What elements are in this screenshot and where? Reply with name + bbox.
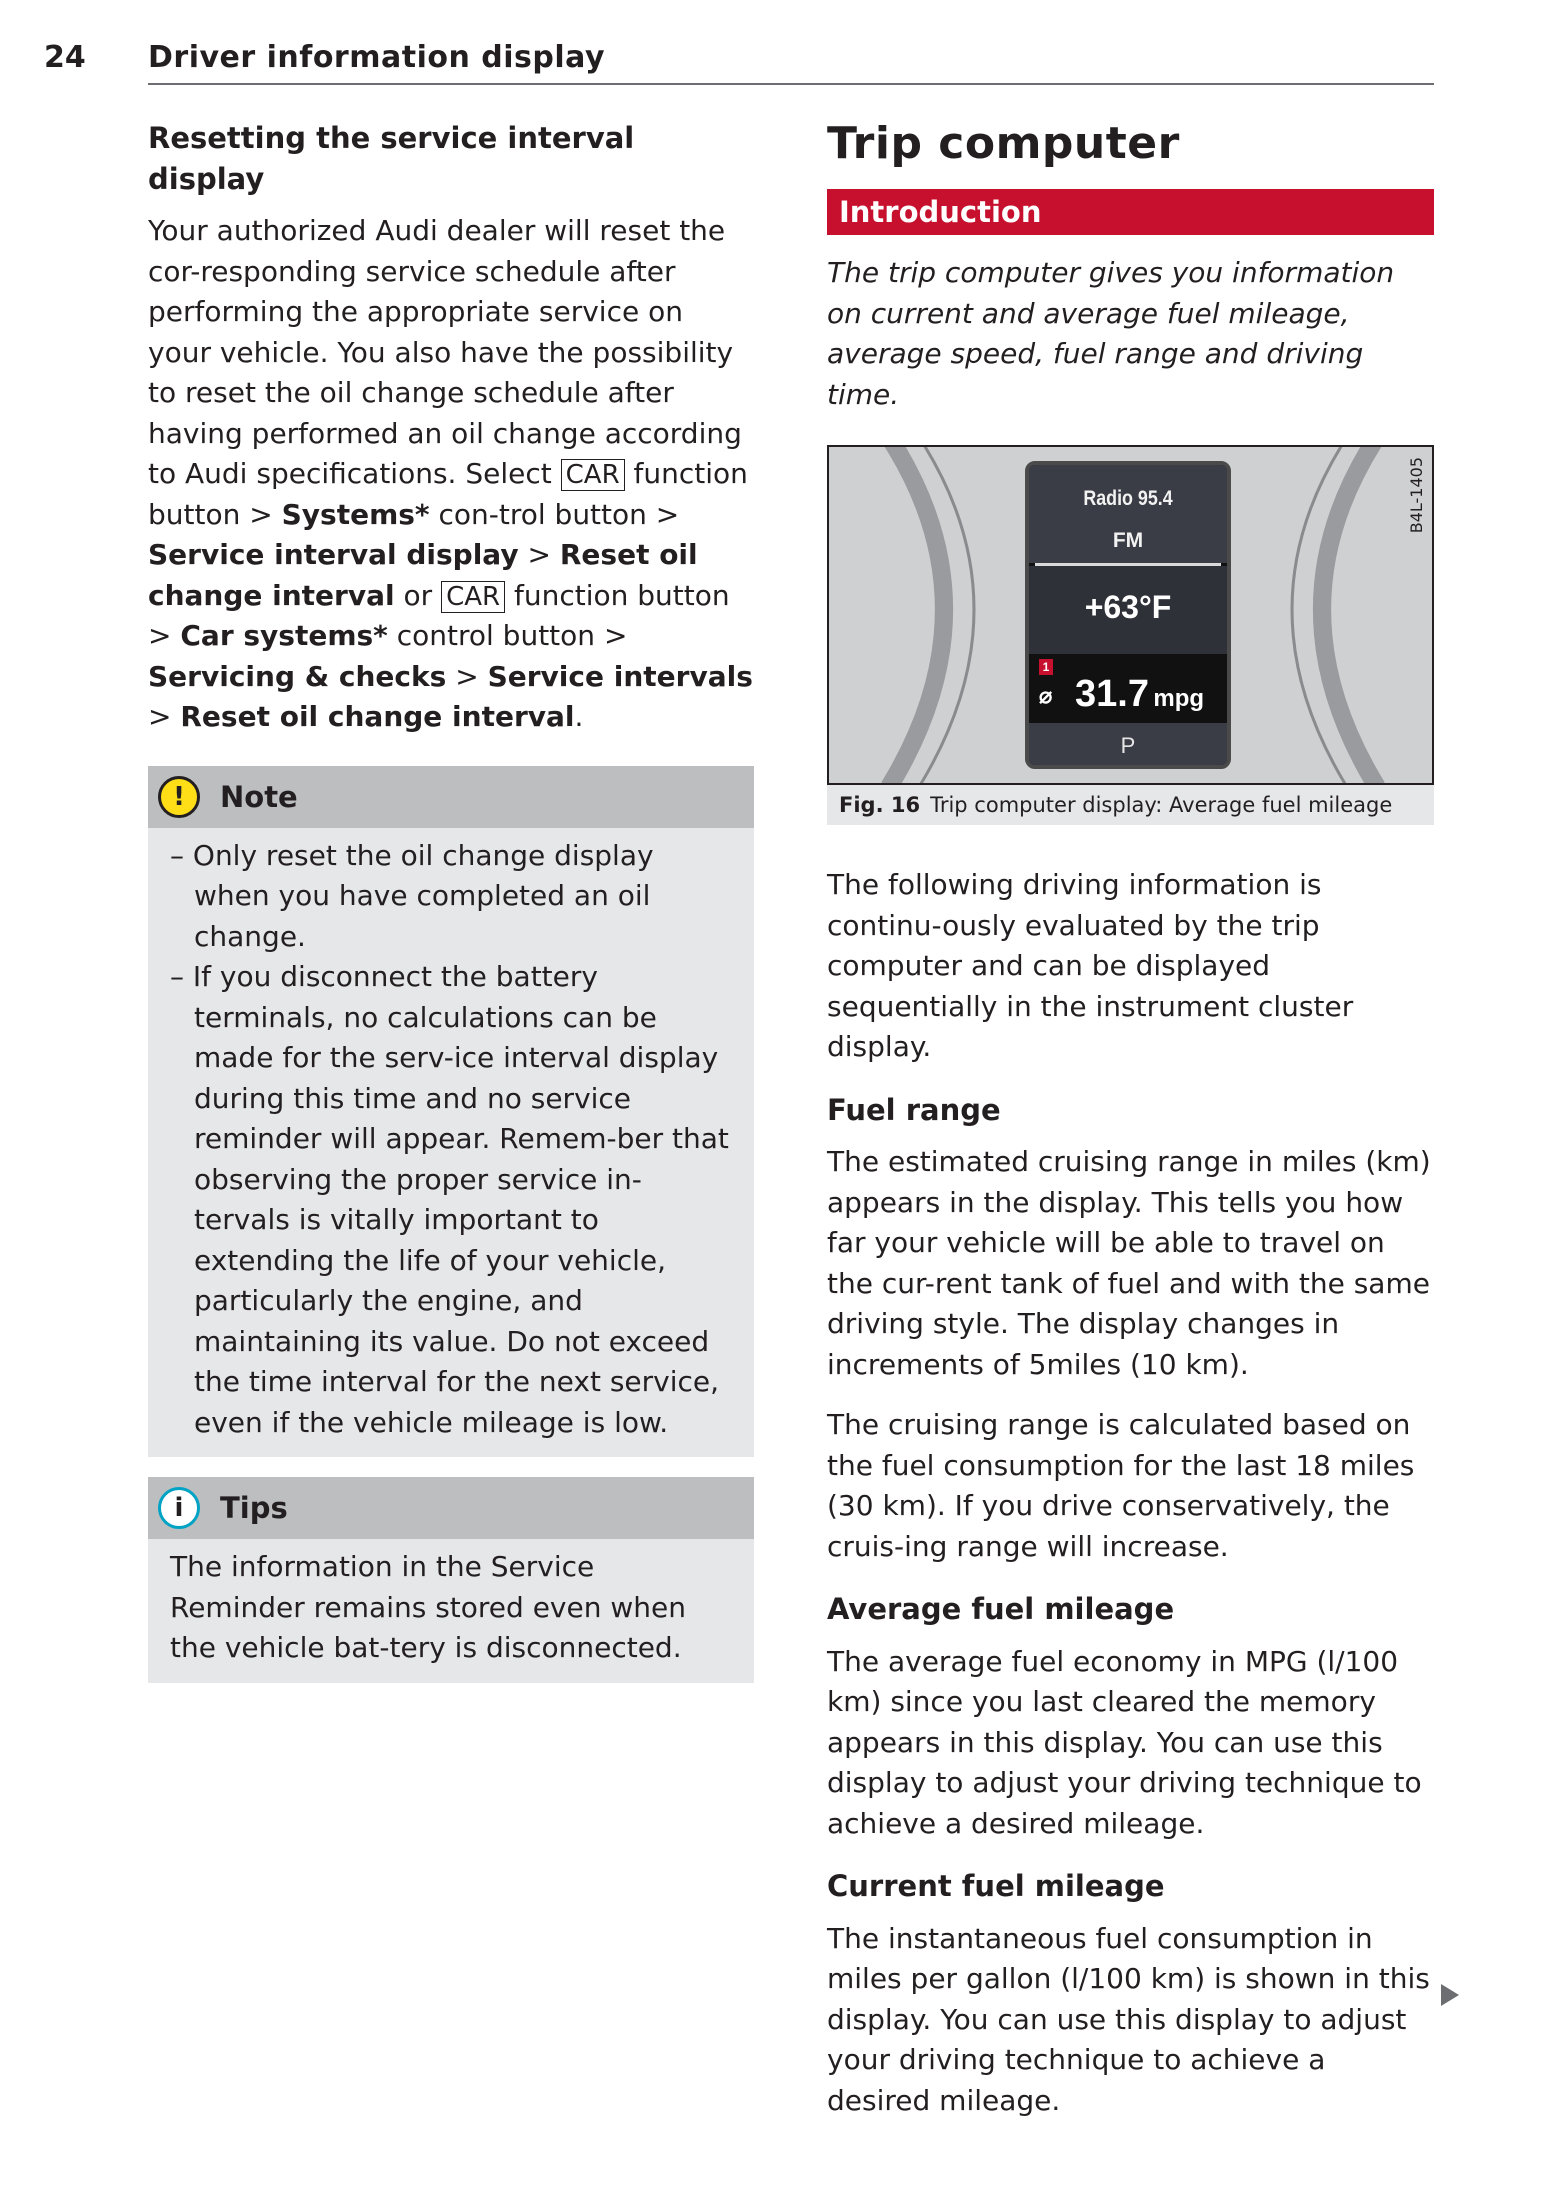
average-fuel-mileage: 31.7 mpg xyxy=(1075,673,1205,715)
fuel-range-paragraph: The estimated cruising range in miles (km) appears in the display. This tells you how far your vehicle will be able to travel on the cur-rent tank of fuel and with the same driving style. The display changes in increments of 5miles (10 km). xyxy=(827,1145,1431,1381)
tips-title: Tips xyxy=(220,1491,288,1526)
figure-caption-text: Trip computer display: Average fuel mileage xyxy=(930,793,1393,817)
heading-average-fuel-mileage: Average fuel mileage xyxy=(827,1592,1175,1627)
tips-text: The information in the Service Reminder remains stored even when the vehicle bat-tery is disconnected. xyxy=(170,1550,686,1665)
figure-code: B4L-1405 xyxy=(1407,457,1426,534)
car-button-label: CAR xyxy=(441,581,505,613)
info-circle-icon: i xyxy=(158,1487,200,1529)
outside-temperature: +63°F xyxy=(1084,589,1172,625)
right-column xyxy=(827,118,1434,2121)
exclamation-circle-icon: ! xyxy=(158,776,200,818)
page-title: Trip computer xyxy=(827,118,1180,169)
header-rule xyxy=(148,83,1434,85)
gear-indicator: P xyxy=(1120,733,1136,758)
note-title: Note xyxy=(220,779,298,814)
radio-band: FM xyxy=(1112,529,1144,552)
memory-indicator: 1 xyxy=(1039,659,1053,675)
car-button-label: CAR xyxy=(561,459,625,491)
reset-instructions-paragraph: Your authorized Audi dealer will reset the cor-responding service schedule after performing the appropriate service on your vehicle. You also have the possibility to reset the oil change schedule after having performed an oil change according to Audi specifications. Select CAR function button > Systems* con-trol button > Service interval display > Reset oil change interval or CAR function button > Car systems* control button > Servicing & checks > Service intervals > Reset oil change interval. xyxy=(148,214,753,734)
current-fuel-paragraph: The instantaneous fuel consumption in miles per gallon (l/100 km) is shown in this display. You can use this display to adjust your driving technique to achieve a desired mileage. xyxy=(827,1921,1430,2117)
tips-body xyxy=(148,1539,754,1683)
page-number: 24 xyxy=(44,40,86,75)
fuel-range-paragraph: The cruising range is calculated based on the fuel consumption for the last 18 miles (30 km). If you drive conservatively, the cruis-ing range will increase. xyxy=(827,1408,1415,1563)
average-fuel-paragraph: The average fuel economy in MPG (l/100 km) since you last cleared the memory appears in this display. You can use this display to adjust your driving technique to achieve a desired mileage. xyxy=(827,1644,1422,1840)
note-item: – If you disconnect the battery terminals, no calculations can be made for the serv-ice interval display during this time and no service reminder will appear. Remem-ber that observing the proper service in-tervals is vitally important to extending the life of your vehicle, particularly the engine, and maintaining its value. Do not exceed the time interval for the next service, even if the vehicle mileage is low. xyxy=(170,960,729,1439)
trip-computer-body xyxy=(827,865,1434,2121)
figure-caption xyxy=(827,785,1434,825)
heading-fuel-range: Fuel range xyxy=(827,1092,1001,1127)
radio-station: Radio 95.4 xyxy=(1083,487,1173,510)
heading-current-fuel-mileage: Current fuel mileage xyxy=(827,1869,1165,1904)
figure-number: Fig. 16 xyxy=(839,793,921,817)
introduction-text: The trip computer gives you information on current and average fuel mileage, average speed, fuel range and driving time. xyxy=(827,256,1395,411)
section-title-reset-service: Resetting the service interval display xyxy=(148,121,635,196)
running-header: Driver information display xyxy=(148,40,606,75)
note-item: – Only reset the oil change display when you have completed an oil change. xyxy=(170,838,654,953)
triangle-right-icon xyxy=(1441,1984,1459,2006)
note-box xyxy=(148,766,754,1458)
instrument-cluster-figure xyxy=(827,445,1434,785)
cluster-display xyxy=(1025,461,1231,769)
left-column xyxy=(148,118,754,1683)
introduction-bar: Introduction xyxy=(827,189,1434,235)
note-header xyxy=(148,766,754,828)
note-body xyxy=(148,828,754,1458)
tips-header xyxy=(148,1477,754,1539)
trip-intro-paragraph: The following driving information is continu-ously evaluated by the trip computer and can be displayed sequentially in the instrument cluster display. xyxy=(827,868,1354,1063)
average-symbol: ⌀ xyxy=(1039,683,1053,708)
tips-box xyxy=(148,1477,754,1683)
